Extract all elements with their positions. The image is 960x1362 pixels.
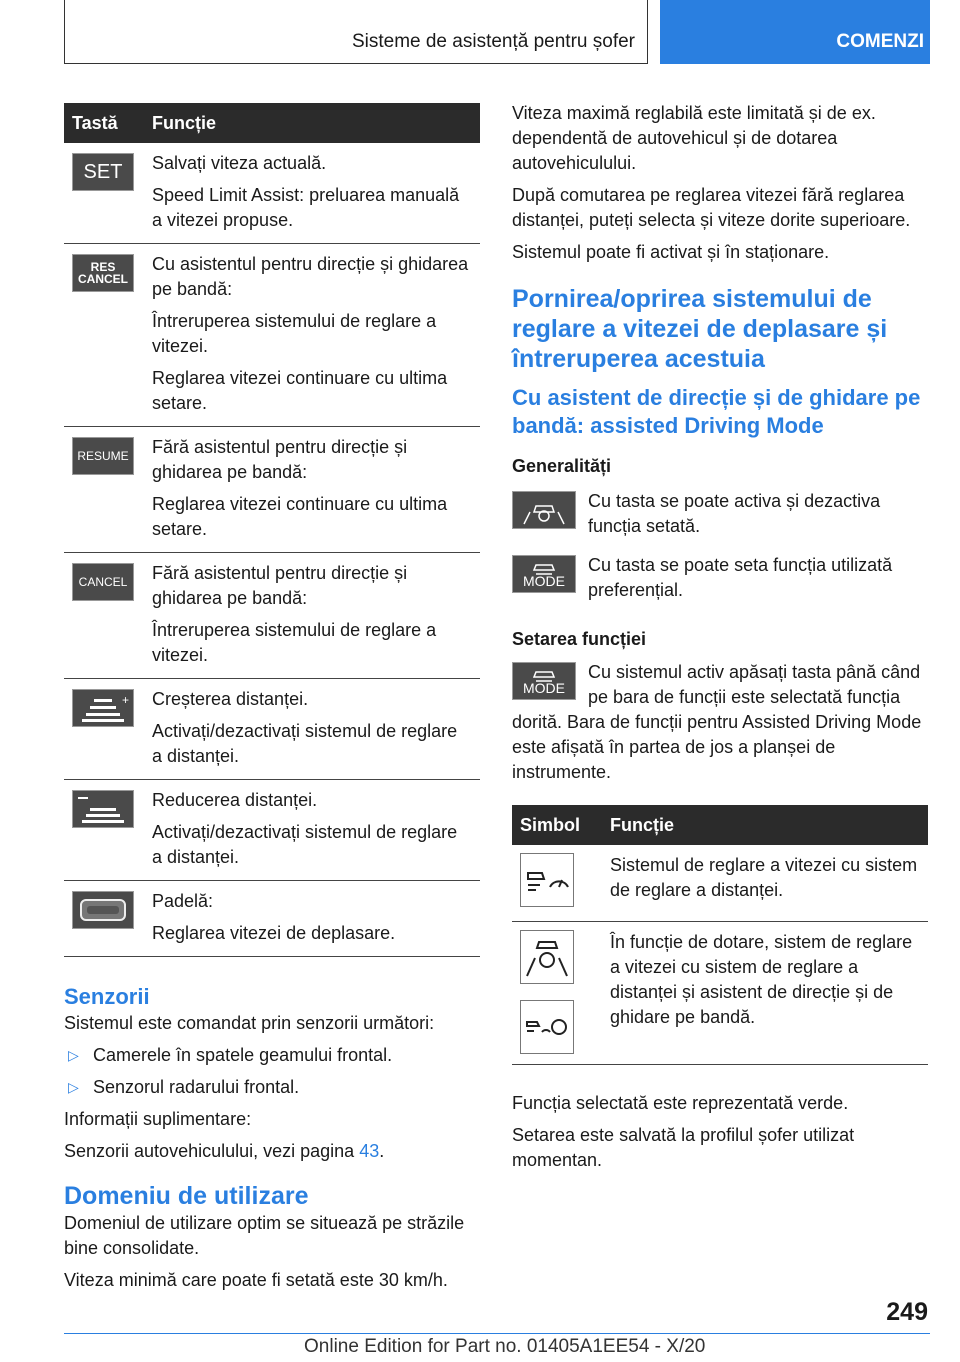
distance-decrease-icon bbox=[72, 790, 134, 828]
sensors-intro: Sistemul este comandat prin senzorii următori: bbox=[64, 1013, 435, 1033]
usage-paragraph: Sistemul poate fi activat și în staționare. bbox=[512, 242, 830, 262]
closing-paragraph: Funcția selectată este reprezentată verde. bbox=[512, 1093, 849, 1113]
symbol-text: Sistemul de reglare a vitezei cu sistem de reglare a distanței. bbox=[602, 845, 928, 922]
col-header-key: Tastă bbox=[64, 103, 144, 143]
row-text: Salvați viteza actuală. bbox=[152, 153, 327, 173]
general-heading: Generalități bbox=[512, 456, 612, 476]
page-number: 249 bbox=[886, 1298, 928, 1326]
row-text: Speed Limit Assist: preluarea manuală a vitezei propuse. bbox=[152, 185, 460, 230]
svg-text:+: + bbox=[122, 693, 130, 707]
assisted-driving-symbol-icon bbox=[520, 930, 574, 984]
usage-heading: Domeniu de utilizare bbox=[64, 1182, 309, 1210]
usage-paragraph: Viteza minimă care poate fi setată este 30 km/h. bbox=[64, 1270, 448, 1290]
table-row bbox=[64, 143, 480, 244]
general-item bbox=[512, 489, 928, 539]
table-row bbox=[64, 881, 480, 957]
row-text: Padelă: bbox=[152, 891, 214, 911]
row-text: Activați/dezactivați sistemul de reglare a distanței. bbox=[152, 721, 458, 766]
assisted-driving-toggle-key-icon bbox=[512, 491, 576, 529]
row-text: Creșterea distanței. bbox=[152, 689, 309, 709]
list-item: ▷ Camerele în spatele geamului frontal. bbox=[64, 1043, 480, 1068]
acc-steering-symbol-icon bbox=[520, 1000, 574, 1054]
start-stop-heading: Pornirea/oprirea sistemului de reglare a vitezei de deplasare și întreruperea acestuia bbox=[512, 285, 888, 373]
table-row bbox=[512, 922, 928, 1065]
sensors-reference: Senzorii autovehiculului, vezi pagina 43. bbox=[64, 1141, 385, 1161]
row-text: Activați/dezactivați sistemul de reglare a distanței. bbox=[152, 822, 458, 867]
row-text: Reducerea distanței. bbox=[152, 790, 318, 810]
section-title: Sisteme de asistență pentru șofer bbox=[64, 0, 648, 64]
table-row bbox=[64, 780, 480, 881]
row-text: Fără asistentul pentru direcție și ghidarea pe bandă: bbox=[152, 563, 408, 608]
row-text: Reglarea vitezei continuare cu ultima setare. bbox=[152, 368, 448, 413]
footer-edition: Online Edition for Part no. 01405A1EE54 - X/20 bbox=[304, 1336, 706, 1357]
assisted-mode-heading: Cu asistent de direcție și de ghidare pe bandă: assisted Driving Mode bbox=[512, 385, 921, 438]
general-item bbox=[512, 553, 928, 603]
distance-increase-icon bbox=[72, 689, 134, 727]
symbol-function-table bbox=[512, 805, 928, 1065]
set-key-icon: SET bbox=[72, 153, 134, 191]
mode-key-icon: MODE bbox=[512, 662, 576, 700]
row-text: Întreruperea sistemului de reglare a vitezei. bbox=[152, 311, 437, 356]
key-function-table bbox=[64, 103, 480, 957]
mode-key-icon: MODE bbox=[512, 555, 576, 593]
general-text: Cu tasta se poate activa și dezactiva funcția setată. bbox=[588, 491, 881, 536]
row-text: Reglarea vitezei de deplasare. bbox=[152, 923, 396, 943]
usage-paragraph: Domeniul de utilizare optim se situează pe străzile bine consolidate. bbox=[64, 1213, 465, 1258]
row-text: Reglarea vitezei continuare cu ultima setare. bbox=[152, 494, 448, 539]
set-function-text: Cu sistemul activ apăsați tasta până când pe bara de funcții este selectată funcția dorită. Bara de funcții pentru Assisted Driving Mode este afișată în partea de jos a planșei de instrumente. bbox=[512, 662, 922, 782]
general-text: Cu tasta se poate seta funcția utilizată preferențial. bbox=[588, 555, 893, 600]
page-link[interactable]: 43 bbox=[359, 1141, 380, 1161]
symbol-text: În funcție de dotare, sistem de reglare a vitezei cu sistem de reglare a distanței și asistent de direcție și de ghidare pe bandă. bbox=[602, 922, 928, 1065]
usage-paragraph: După comutarea pe reglarea vitezei fără reglarea distanței, puteți selecta și viteze dorite superioare. bbox=[512, 185, 911, 230]
acc-distance-symbol-icon bbox=[520, 853, 574, 907]
col-header-symbol: Simbol bbox=[512, 805, 602, 845]
resume-key-icon: RESUME bbox=[72, 437, 134, 475]
res-cancel-key-icon: RES CANCEL bbox=[72, 254, 134, 292]
set-function-block bbox=[512, 660, 928, 785]
right-column bbox=[512, 103, 928, 1180]
cancel-key-icon: CANCEL bbox=[72, 563, 134, 601]
paddle-icon bbox=[72, 891, 134, 929]
usage-paragraph: Viteza maximă reglabilă este limitată și de ex. dependentă de autovehicul și de dotarea autovehiculului. bbox=[512, 103, 876, 173]
row-text: Întreruperea sistemului de reglare a vitezei. bbox=[152, 620, 437, 665]
row-text: Cu asistentul pentru direcție și ghidarea pe bandă: bbox=[152, 254, 469, 299]
set-function-heading: Setarea funcției bbox=[512, 629, 647, 649]
col-header-function: Funcție bbox=[602, 805, 928, 845]
list-item: ▷ Senzorul radarului frontal. bbox=[64, 1075, 480, 1100]
more-info-label: Informații suplimentare: bbox=[64, 1109, 252, 1129]
table-row bbox=[64, 244, 480, 427]
sensors-heading: Senzorii bbox=[64, 984, 150, 1009]
table-row bbox=[64, 679, 480, 780]
table-row bbox=[64, 427, 480, 553]
footer-divider bbox=[64, 1333, 930, 1334]
page-header bbox=[64, 0, 930, 64]
table-row bbox=[64, 553, 480, 679]
table-row bbox=[512, 845, 928, 922]
col-header-function: Funcție bbox=[144, 103, 480, 143]
left-column bbox=[64, 103, 480, 1300]
closing-paragraph: Setarea este salvată la profilul șofer utilizat momentan. bbox=[512, 1125, 855, 1170]
row-text: Fără asistentul pentru direcție și ghidarea pe bandă: bbox=[152, 437, 408, 482]
chapter-tab: COMENZI bbox=[660, 0, 930, 64]
